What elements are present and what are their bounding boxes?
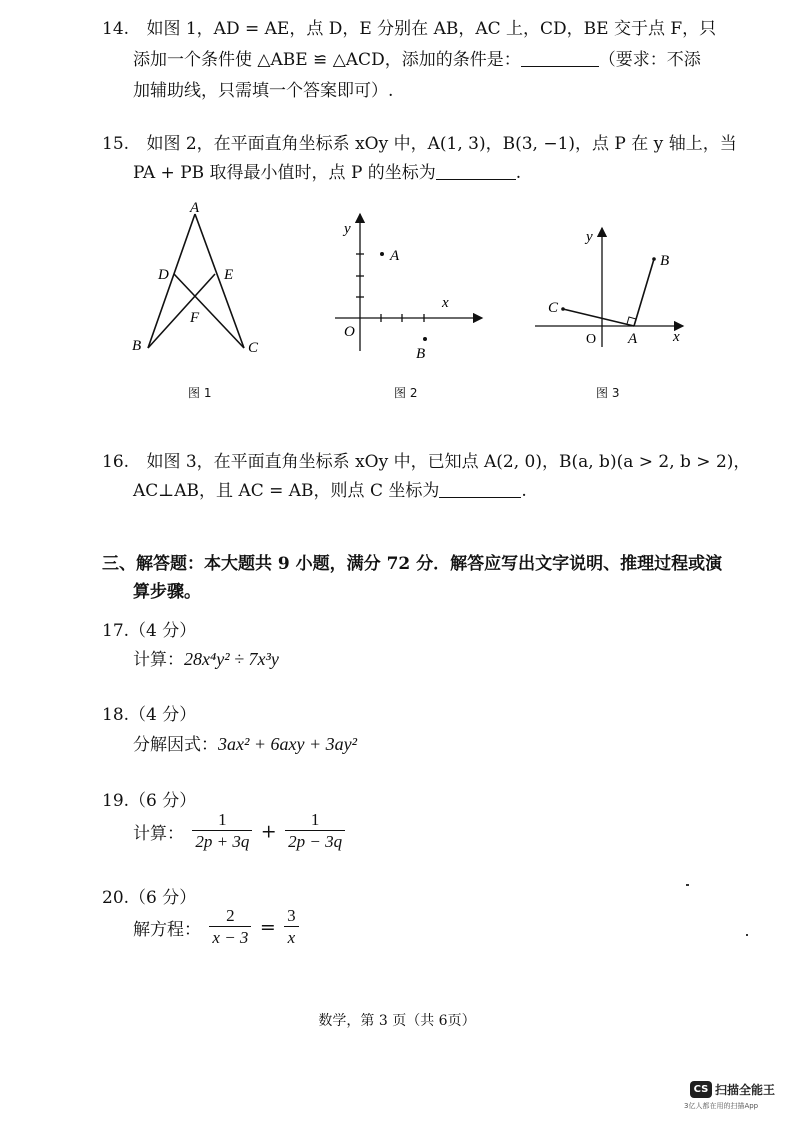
q16-line1 <box>102 451 750 473</box>
scanner-watermark <box>684 1079 776 1111</box>
q19-fraction-2 <box>285 810 345 853</box>
fig2-label-y: y <box>344 221 351 237</box>
q19-header: 19.（6 分） <box>102 791 197 811</box>
q16-text-2b: . <box>521 481 527 501</box>
q14-line3 <box>133 80 393 102</box>
q18-body <box>133 733 357 756</box>
q17-header: 17.（4 分） <box>102 621 197 641</box>
fig3-label-x: x <box>673 329 680 345</box>
figure-3-coordinate-plane <box>530 222 690 352</box>
q15-line2 <box>133 162 521 184</box>
q18-expression: 3ax² + 6axy + 3ay² <box>218 734 358 754</box>
q20-header: 20.（6 分） <box>102 888 197 908</box>
section3-text-1: 三、解答题：本大题共 9 小题，满分 72 分．解答应写出文字说明、推理过程或演 <box>102 554 723 574</box>
q14-text-1: 如图 1，AD = AE，点 D，E 分别在 AB，AC 上，CD，BE 交于点 F，只 <box>146 19 717 39</box>
q20-lhs-numerator: 2 <box>226 906 235 925</box>
q14-text-2a: 添加一个条件使 △ABE ≌ △ACD，添加的条件是： <box>133 50 521 70</box>
q15-text-2a: PA + PB 取得最小值时，点 P 的坐标为 <box>133 163 436 183</box>
fig2-label-b: B <box>416 346 426 362</box>
q19-body <box>133 810 348 853</box>
q19-fraction-1 <box>192 810 252 853</box>
section3-heading-line1 <box>102 553 722 575</box>
fig2-point-a <box>380 252 384 256</box>
section3-text-2: 算步骤。 <box>133 582 201 602</box>
q17-label: 计算： <box>133 650 184 670</box>
fig1-label-b: B <box>132 338 142 354</box>
q19-operator: + <box>260 820 277 843</box>
q20-rhs-denominator: x <box>284 926 299 949</box>
fig1-label-c: C <box>248 340 259 356</box>
q14-text-2b: （要求：不添 <box>598 50 701 70</box>
q14-line1 <box>102 18 716 40</box>
fig1-label-a: A <box>190 200 200 216</box>
fig1-caption: 图 1 <box>188 386 212 400</box>
scanner-slogan: 3亿人都在用的扫描App <box>684 1102 759 1110</box>
figure-1-triangle <box>120 196 270 366</box>
fig3-label-b: B <box>660 253 670 269</box>
q16-number: 16. <box>102 452 130 472</box>
figure-2-coordinate-plane <box>330 206 490 366</box>
q18-label: 分解因式： <box>133 735 218 755</box>
segment-be <box>148 274 215 348</box>
q17-expression: 28x⁴y² ÷ 7x³y <box>184 649 279 669</box>
q14-line2 <box>133 49 701 71</box>
q15-number: 15. <box>102 134 130 154</box>
fig3-segment-ac <box>563 309 634 326</box>
q14-number: 14. <box>102 19 130 39</box>
fig3-segment-ab <box>634 259 654 326</box>
q20-rhs-numerator: 3 <box>287 906 296 925</box>
fig1-label-e: E <box>224 267 234 283</box>
fig3-caption: 图 3 <box>596 386 620 400</box>
q19-frac2-numerator: 1 <box>310 810 320 829</box>
fig2-label-a: A <box>390 248 400 264</box>
scanner-app-name: 扫描全能王 <box>715 1083 776 1097</box>
fig3-label-a: A <box>628 331 638 347</box>
fig1-label-d: D <box>158 267 169 283</box>
q20-body <box>133 906 302 949</box>
page-footer: 数学，第 3 页（共 6页） <box>318 1013 476 1029</box>
q16-line2 <box>133 480 527 502</box>
q20-lhs-denominator: x − 3 <box>209 926 251 949</box>
q20-label: 解方程： <box>133 920 201 940</box>
q15-answer-blank[interactable] <box>436 163 516 180</box>
q15-text-2b: . <box>515 163 522 183</box>
q20-lhs-fraction <box>209 906 251 949</box>
section3-heading-line2 <box>133 581 201 603</box>
fig2-label-o: O <box>344 324 355 340</box>
q20-equals: = <box>259 916 276 939</box>
fig3-label-y: y <box>586 229 593 245</box>
scan-speck <box>746 934 748 936</box>
fig3-label-c: C <box>548 300 559 316</box>
fig2-caption: 图 2 <box>394 386 418 400</box>
q19-frac2-denominator: 2p − 3q <box>285 830 345 853</box>
q18-header: 18.（4 分） <box>102 705 197 725</box>
q19-frac1-denominator: 2p + 3q <box>192 830 252 853</box>
scan-speck <box>686 884 689 886</box>
q20-rhs-fraction <box>284 906 299 949</box>
q19-label: 计算： <box>133 824 184 844</box>
q19-frac1-numerator: 1 <box>218 810 227 829</box>
q14-text-3: 加辅助线，只需填一个答案即可）. <box>133 81 394 101</box>
fig3-label-o: O <box>586 332 597 347</box>
segment-ab <box>148 214 195 348</box>
q16-text-1: 如图 3，在平面直角坐标系 xOy 中，已知点 A(2, 0)，B(a, b)(a > 2, b > 2)， <box>146 452 751 472</box>
fig1-label-f: F <box>190 310 200 326</box>
scanner-logo-icon: CS <box>690 1081 712 1098</box>
q14-answer-blank[interactable] <box>521 50 599 67</box>
segment-ac <box>195 214 244 348</box>
q16-answer-blank[interactable] <box>439 481 521 498</box>
segment-dc <box>174 274 244 348</box>
fig2-label-x: x <box>442 295 449 311</box>
q17-body <box>133 648 279 671</box>
q16-text-2a: AC⊥AB，且 AC = AB，则点 C 坐标为 <box>133 481 440 501</box>
fig2-point-b <box>423 337 427 341</box>
q15-text-1: 如图 2，在平面直角坐标系 xOy 中，A(1, 3)，B(3, −1)，点 P 在 y 轴上，当 <box>146 134 737 154</box>
q15-line1 <box>102 133 737 155</box>
